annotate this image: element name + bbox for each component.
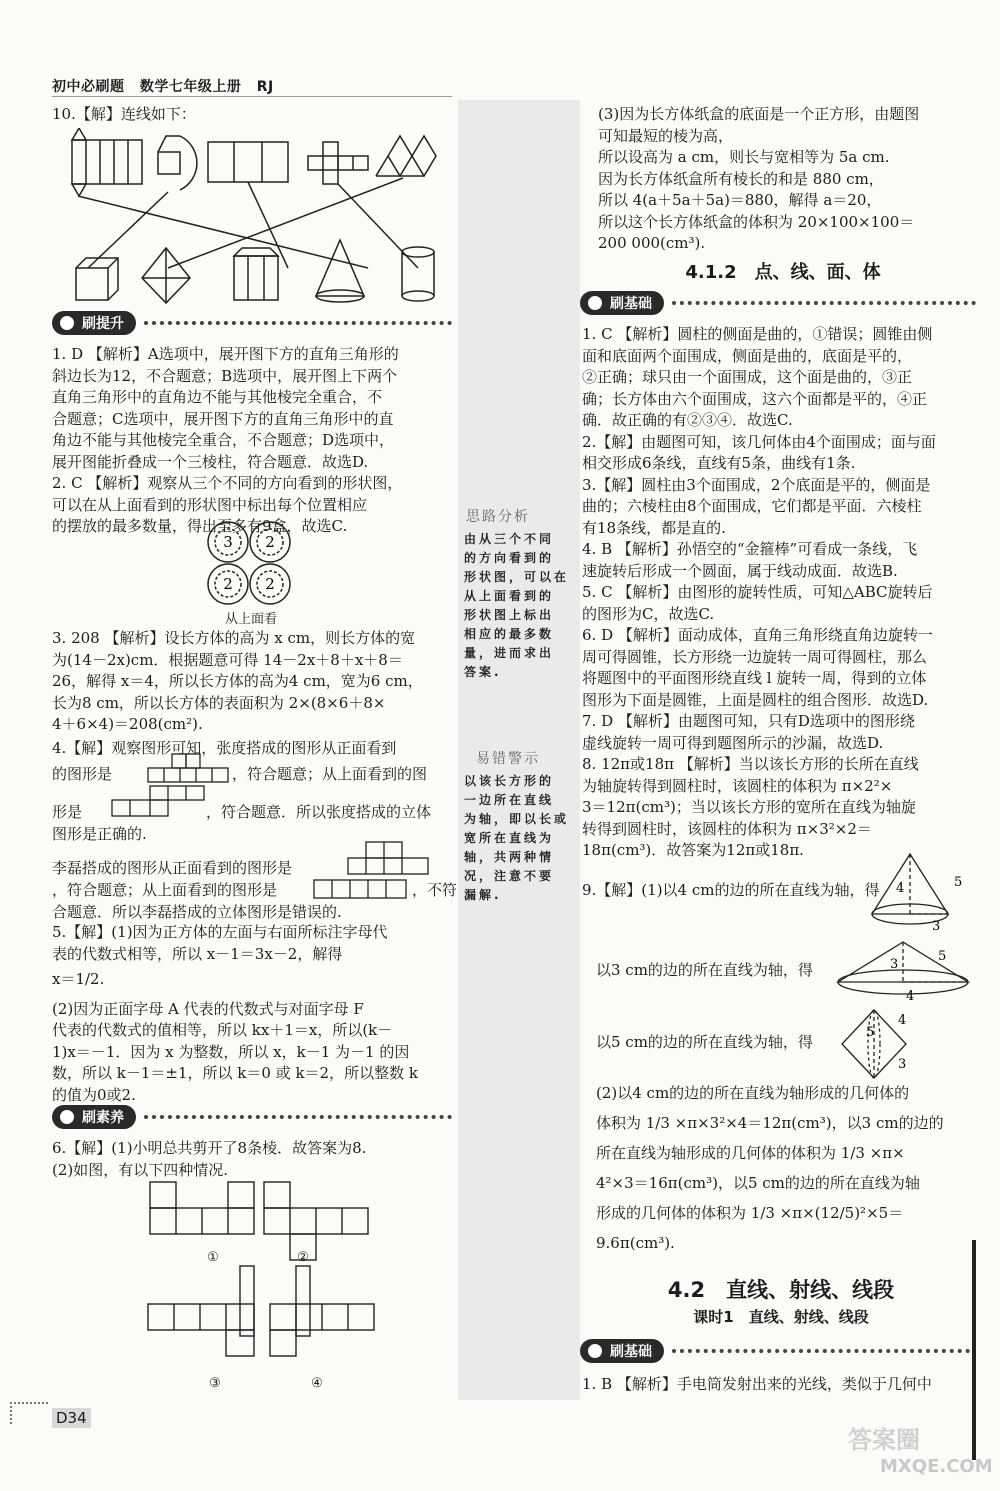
svg-text:5: 5 — [954, 875, 963, 890]
q5-line: 1)x＝－1．因为 x 为整数，所以 x，k－1 为－1 的因 — [52, 1042, 410, 1061]
section-title-4-1-2: 4.1.2 点、线、面、体 — [685, 262, 881, 283]
corner-mark — [10, 1402, 48, 1424]
right-last-item: 1. B 【解析】手电筒发射出来的光线，类似于几何中 — [582, 1375, 932, 1393]
q5-line: (2)因为正面字母 A 代表的代数式与对面字母 F — [52, 999, 364, 1018]
q3-line: 4＋6×4)＝208(cm²). — [52, 715, 203, 733]
circle-label: 2 — [265, 533, 275, 551]
banner-badge: 刷素养 — [52, 1105, 136, 1129]
net-label: ④ — [311, 1376, 323, 1391]
q5-line: 表的代数式相等，所以 x－1＝3x－2，解得 — [52, 944, 343, 963]
q4-text: 4.【解】观察图形可知，张度搭成的图形从正面看到 — [52, 739, 397, 757]
q3-line: 为(14－2x)cm．根据题意可得 14－2x＋8＋x＋8＝ — [52, 650, 403, 669]
banner-badge: 刷提升 — [52, 311, 136, 335]
book-icon — [586, 294, 604, 312]
dotted-rule — [672, 1349, 970, 1353]
front-view-li — [346, 840, 430, 878]
page-number: D34 — [52, 1408, 91, 1428]
left-q3 — [52, 628, 452, 736]
book-subject: 数学七年级上册 — [139, 79, 242, 95]
cone-1 — [848, 850, 972, 932]
q4-line-j: 合题意．所以李磊搭成的立体图形是错误的. — [52, 903, 342, 921]
banner-shuasuyang — [52, 1102, 452, 1132]
q5-line: 的值为0或2. — [52, 1085, 136, 1104]
banner-shuatisheng — [52, 308, 452, 338]
circle-label: 2 — [223, 575, 233, 593]
banner-badge: 刷基础 — [580, 291, 664, 315]
matching-figure — [58, 128, 448, 308]
double-cone-3 — [838, 1008, 938, 1080]
book-icon — [586, 1342, 604, 1360]
book-series: 初中必刷题 — [52, 79, 125, 95]
q6-line: 6.【解】(1)小明总共剪开了8条棱．故答案为8. — [52, 1139, 367, 1157]
q1-line: 直角三角形中的直角边不能与其他棱完全重合，不 — [52, 388, 383, 406]
q3-line: 3. 208 【解析】设长方体的高为 x cm，则长方体的宽 — [52, 629, 416, 647]
left-q1-q3 — [52, 344, 452, 538]
watermark-url: MXQE.COM — [880, 1456, 993, 1477]
q2-line: 2. C 【解析】观察从三个不同的方向看到的形状图， — [52, 474, 403, 492]
top-view-caption: 从上面看 — [224, 612, 277, 627]
book-edition: RJ — [256, 79, 274, 95]
right-edge-bar — [972, 1240, 976, 1460]
banner-shuajichu — [580, 288, 976, 318]
q3-line: 长为8 cm，所以长方体的表面积为 2×(8×6＋8× — [52, 693, 386, 712]
top-view-li — [312, 876, 408, 900]
net-label: ① — [207, 1250, 219, 1265]
q1-line: 角边不能与其他棱完全重合，不合题意；D选项中， — [52, 431, 395, 449]
q4-line-c: ，符合题意；从上面看到的图 — [232, 765, 428, 783]
q9-line-a: 9.【解】(1)以4 cm的边的所在直线为轴，得 — [582, 881, 880, 899]
q6-line: (2)如图，有以下四种情况. — [52, 1160, 229, 1179]
svg-text:4: 4 — [906, 989, 915, 1004]
note-yicuo: 以该长方形的 一边所在直线 为轴，即以长或 宽所在直线为 轴，共两种情 况，注意不要 漏解. — [464, 774, 570, 902]
q4-line-h: ，符合题意；从上面看到的图形是 — [52, 881, 278, 899]
note-silu: 由从三个不同 的方向看到的 形状图，可以在 从上面看到的 形状图上标出 相应的最多数 量，进而求出 答案. — [464, 532, 570, 679]
banner-badge: 刷基础 — [580, 1339, 664, 1363]
q10-text: 10.【解】连线如下： — [52, 105, 196, 123]
q4-line-e: ，符合题意．所以张度搭成的立体 — [206, 803, 432, 821]
dotted-rule — [144, 1115, 452, 1119]
note-title-yicuo: 易错警示 — [476, 751, 540, 767]
svg-text:4: 4 — [896, 881, 905, 896]
q5-line: 代表的代数式的值相等，所以 kx＋1＝x，所以(k－ — [52, 1021, 393, 1039]
q4-line-i: ，不符 — [412, 881, 458, 899]
q1-line: 1. D 【解析】A选项中，展开图下方的直角三角形的 — [52, 345, 399, 363]
q2-line: 的摆放的最多数量，得出至多有9盒，故选C. — [52, 517, 348, 535]
circle-label: 2 — [265, 575, 275, 593]
svg-text:3: 3 — [890, 957, 899, 972]
circle-label: 3 — [223, 533, 233, 551]
svg-text:3: 3 — [898, 1057, 907, 1072]
header-rule — [52, 96, 452, 97]
top-view-figure — [206, 520, 296, 610]
cone-2 — [830, 938, 976, 1004]
net-label: ② — [297, 1250, 309, 1265]
net-label: ③ — [209, 1376, 221, 1391]
right-q3: (3)因为长方体纸盒的底面是一个正方形，由题图 可知最短的棱为高， 所以设高为 a cm，则长与宽相等为 5a cm. 因为长方体纸盒所有棱长的和是 880 cm， 所以 4(a＋5a＋5a)＝880，解得 a＝20， 所以这个长方体纸盒的体积为 20×100×100＝ 200 000(cm³). — [598, 105, 920, 252]
q5-line: 5.【解】(1)因为正方体的左面与右面所标注字母代 — [52, 923, 388, 941]
q1-line: 展开图能折叠成一个三棱柱，符合题意．故选D. — [52, 452, 369, 471]
cube-nets-figure — [140, 1180, 380, 1400]
svg-text:5: 5 — [866, 1025, 875, 1040]
left-q6 — [52, 1138, 452, 1181]
q5-line: 数，所以 k－1＝±1，所以 k＝0 或 k＝2，所以整数 k — [52, 1064, 418, 1082]
section-title-4-2: 4.2 直线、射线、线段 — [667, 1278, 895, 1302]
banner-shuajichu-2 — [580, 1336, 970, 1366]
svg-text:3: 3 — [932, 919, 941, 932]
q4-line-b: 的图形是 — [52, 765, 113, 783]
dotted-rule — [672, 301, 976, 305]
q5-line: x＝1/2. — [52, 970, 105, 988]
right-items: 1. C 【解析】圆柱的侧面是曲的，①错误；圆锥由侧 面和底面两个面围成，侧面是曲的，底面是平的， ②正确；球只由一个面围成，这个面是曲的，③正 确；长方体由六个面围成，这六个面都是平的，④正 确．故正确的有②③④．故选C. 2.【解】由题图可知，该几何体由4个面围成；面与面 相交形成6条线，直线有5条，曲线有1条. 3.【解】圆柱由3个面围成，2个底面是平的，侧面是 曲的；六棱柱由8个面围成，它们都是平面．六棱柱 有18条线，都是直的. 4. B 【解析】孙悟空的“金箍棒”可看成一条线，飞 速旋转后形成一个圆面，属于线动成面．故选B. 5. C 【解析】由图形的旋转性质，可知△ABC旋转后 的图形为C，故选C. 6. D 【解析】面动成体，直角三角形绕直角边旋转一 周可得圆锥，长方形绕一边旋转一周可得圆柱，那么 将题图中的平面图形绕直线 l 旋转一周，得到的立体 图形为下面是圆锥，上面是圆柱的组合图形．故选D. 7. D 【解析】由题图可知，只有D选项中的图形绕 虚线旋转一周可得到题图所示的沙漏，故选D. 8. 12π或18π 【解析】当以该长方形的长所在直线 为轴旋转得到圆柱时，该圆柱的体积为 π×2²× 3＝12π(cm³)；当以该长方形的宽所在直线为轴旋 转得到圆柱时，该圆柱的体积为 π×3²×2＝ 18π(cm³)．故答案为12π或18π. — [582, 325, 936, 859]
svg-text:4: 4 — [898, 1013, 907, 1028]
left-q5 — [52, 922, 452, 1106]
q4-line-g: 李磊搭成的图形从正面看到的图形是 — [52, 859, 293, 877]
q4-line-d: 形是 — [52, 803, 83, 821]
dotted-rule — [144, 321, 452, 325]
q1-line: 斜边长为12，不合题意；B选项中，展开图上下两个 — [52, 366, 398, 385]
lesson-title: 课时1 直线、射线、线段 — [693, 1308, 869, 1326]
book-icon — [58, 1108, 76, 1126]
q2-line: 可以在从上面看到的形状图中标出每个位置相应 — [52, 495, 368, 514]
top-view-zhang — [110, 784, 206, 820]
q9-line-c: 以5 cm的边的所在直线为轴，得 — [596, 1033, 813, 1051]
q9-part2: (2)以4 cm的边的所在直线为轴形成的几何体的 体积为 1/3 ×π×3²×4＝12π(cm³)，以3 cm的边的 所在直线为轴形成的几何体的体积为 1/3 ×π× 4²×3＝16π(cm³)，以5 cm的边的所在直线为轴 形成的几何体的体积为 1/3 ×π×(12/5)²×5＝ 9.6π(cm³). — [596, 1084, 944, 1252]
book-icon — [58, 314, 76, 332]
left-column — [52, 104, 452, 126]
q3-line: 26，解得 x＝4，所以长方体的高为4 cm，宽为6 cm， — [52, 672, 423, 690]
note-title-silu: 思路分析 — [466, 509, 530, 525]
front-view-zhang — [146, 752, 230, 784]
svg-text:5: 5 — [938, 949, 947, 964]
q4-line-f: 图形是正确的. — [52, 825, 147, 843]
page-header — [52, 76, 284, 96]
q1-line: 合题意；C选项中，展开图下方的直角三角形中的直 — [52, 409, 394, 428]
q9-line-b: 以3 cm的边的所在直线为轴，得 — [596, 961, 813, 979]
watermark-logo: 答案圈 — [848, 1426, 920, 1454]
